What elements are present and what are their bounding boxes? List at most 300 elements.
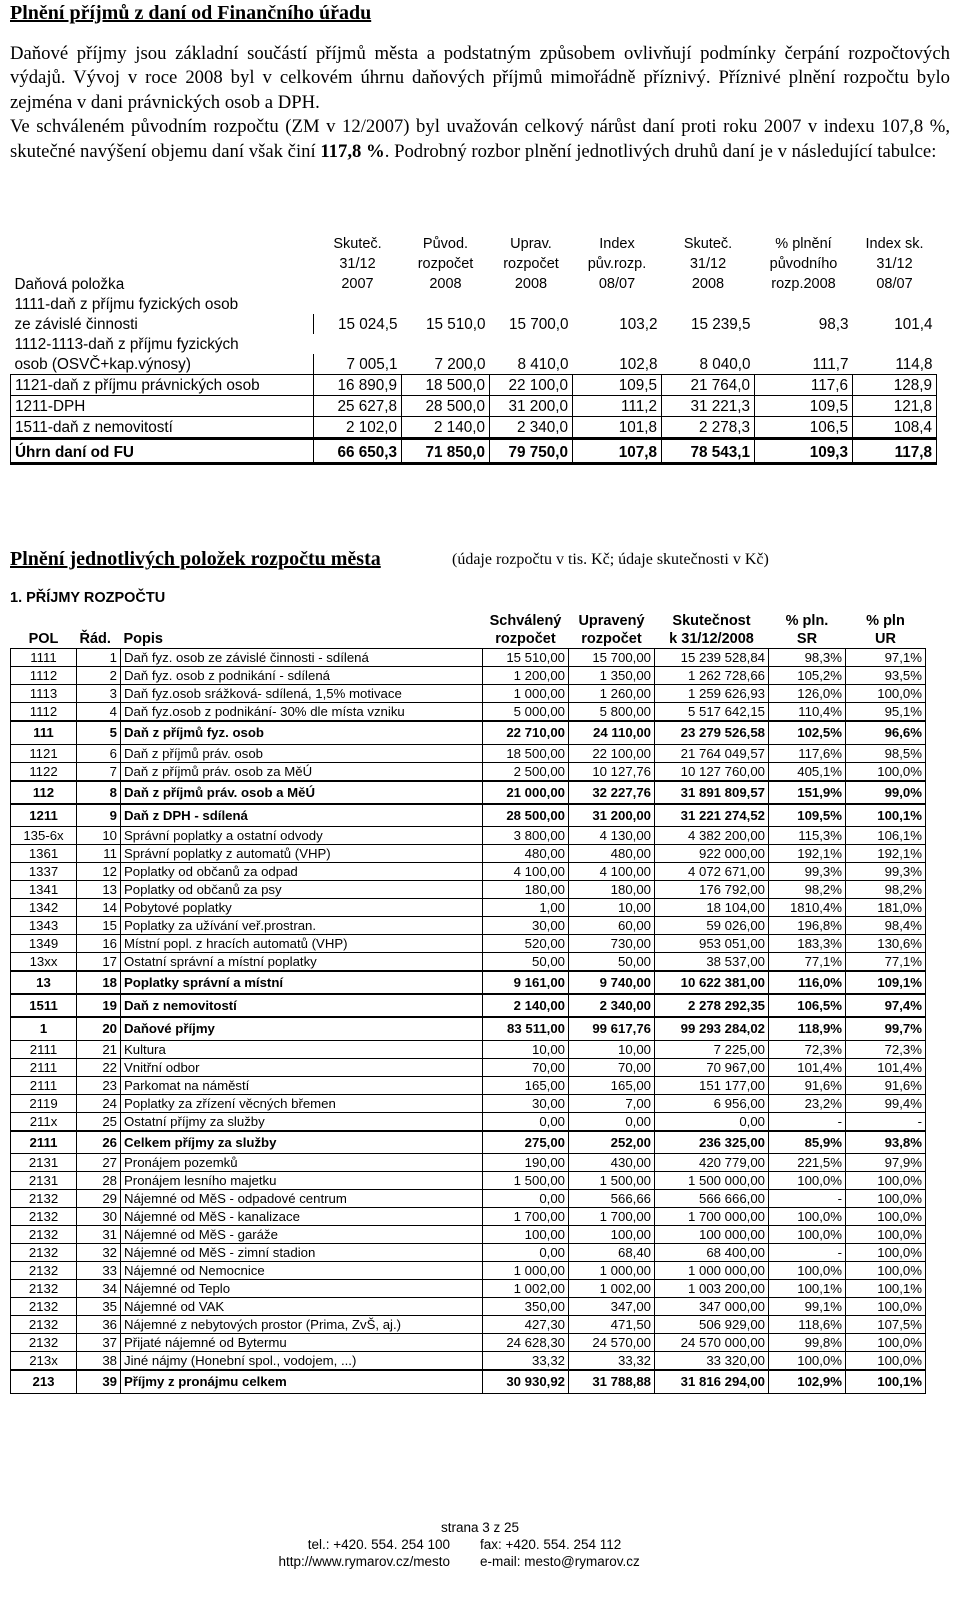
row-rad: 4 [77, 703, 121, 722]
row-rad: 13 [77, 881, 121, 899]
page-title: Plnění příjmů z daní od Finančního úřadu [10, 2, 372, 24]
row-pol: 111 [11, 721, 77, 744]
row-pct-ur: 100,0% [846, 1244, 926, 1262]
row-schvaleny: 18 500,00 [483, 744, 569, 762]
row-upraveny: 99 617,76 [569, 1017, 655, 1040]
row-skutecnost: 420 779,00 [655, 1154, 769, 1172]
budget-row [11, 881, 926, 899]
tax-item-label: 1121-daň z příjmu právnických osob [11, 375, 314, 396]
row-skutecnost: 4 072 671,00 [655, 863, 769, 881]
row-pct-sr: - [769, 1112, 846, 1131]
budget-row [11, 1244, 926, 1262]
row-pct-sr: 100,0% [769, 1172, 846, 1190]
budget-row [11, 744, 926, 762]
footer-email[interactable]: e-mail: mesto@rymarov.cz [480, 1554, 640, 1569]
row-pol: 135-6x [11, 827, 77, 845]
row-skutecnost: 68 400,00 [655, 1244, 769, 1262]
row-schvaleny: 0,00 [483, 1112, 569, 1131]
row-pct-sr: 126,0% [769, 685, 846, 703]
row-pct-sr: 196,8% [769, 917, 846, 935]
budget-row [11, 1316, 926, 1334]
footer-contacts [0, 1536, 960, 1570]
row-pct-ur: 100,0% [846, 1298, 926, 1316]
row-skutecnost: 23 279 526,58 [655, 721, 769, 744]
row-schvaleny: 30 930,92 [483, 1370, 569, 1393]
row-upraveny: 347,00 [569, 1298, 655, 1316]
budget-row [11, 827, 926, 845]
budget-row [11, 804, 926, 827]
row-pct-sr: 100,0% [769, 1226, 846, 1244]
tax-item-label: ze závislé činnosti [11, 314, 314, 334]
row-pol: 2111 [11, 1076, 77, 1094]
col-upraveny [569, 612, 655, 649]
row-pct-ur: 192,1% [846, 845, 926, 863]
row-pct-sr: 102,9% [769, 1370, 846, 1393]
row-skutecnost: 236 325,00 [655, 1131, 769, 1154]
row-upraveny: 252,00 [569, 1131, 655, 1154]
tax-value: 8 410,0 [517, 356, 569, 373]
budget-row [11, 1262, 926, 1280]
row-skutecnost: 31 891 809,57 [655, 781, 769, 804]
row-pol: 213x [11, 1352, 77, 1371]
col-popis: Popis [123, 631, 163, 647]
row-skutecnost: 0,00 [655, 1112, 769, 1131]
tax-value: 109,5 [755, 396, 853, 417]
tax-value: 128,9 [853, 375, 937, 396]
row-popis: Kultura [121, 1040, 483, 1058]
row-rad: 27 [77, 1154, 121, 1172]
row-pol: 1113 [11, 685, 77, 703]
tax-header-line: Uprav. [510, 236, 552, 252]
row-upraveny: 4 130,00 [569, 827, 655, 845]
row-schvaleny: 2 500,00 [483, 762, 569, 781]
row-pct-ur: 100,0% [846, 1172, 926, 1190]
tax-row [11, 314, 937, 334]
tax-header-line: pův.rozp. [587, 256, 647, 272]
row-pct-ur: 99,7% [846, 1017, 926, 1040]
row-schvaleny: 10,00 [483, 1040, 569, 1058]
row-schvaleny: 22 710,00 [483, 721, 569, 744]
row-rad: 15 [77, 917, 121, 935]
budget-row [11, 994, 926, 1017]
row-upraveny: 5 800,00 [569, 703, 655, 722]
row-pol: 1349 [11, 935, 77, 953]
row-upraveny: 430,00 [569, 1154, 655, 1172]
row-rad: 18 [77, 971, 121, 994]
row-pol: 13 [11, 971, 77, 994]
row-skutecnost: 2 278 292,35 [655, 994, 769, 1017]
row-upraveny: 31 200,00 [569, 804, 655, 827]
row-upraveny: 165,00 [569, 1076, 655, 1094]
row-pct-sr: 118,9% [769, 1017, 846, 1040]
tax-header-line: 08/07 [598, 276, 636, 292]
row-rad: 29 [77, 1190, 121, 1208]
row-upraveny: 70,00 [569, 1058, 655, 1076]
intro-text-a: Ve schváleném původním rozpočtu (ZM v 12/2007) byl uvažován celkový nárůst daní proti roku 2007 v indexu 107,8 %, skutečné navýšení objemu daní však činí [10, 116, 950, 162]
row-upraveny: 1 260,00 [569, 685, 655, 703]
tax-header-cell [853, 234, 937, 294]
row-schvaleny: 4 100,00 [483, 863, 569, 881]
row-rad: 5 [77, 721, 121, 744]
row-popis: Nájemné od Nemocnice [121, 1262, 483, 1280]
row-pct-sr: 118,6% [769, 1316, 846, 1334]
row-upraveny: 1 002,00 [569, 1280, 655, 1298]
budget-row [11, 1076, 926, 1094]
row-pol: 1121 [11, 744, 77, 762]
row-popis: Vnitřní odbor [121, 1058, 483, 1076]
row-popis: Poplatky od občanů za psy [121, 881, 483, 899]
row-pct-ur: 106,1% [846, 827, 926, 845]
tax-value: 117,6 [755, 375, 853, 396]
row-upraveny: 33,32 [569, 1352, 655, 1371]
row-upraveny: 10 127,76 [569, 762, 655, 781]
row-skutecnost: 38 537,00 [655, 953, 769, 972]
col-schvaleny-1: Schválený [489, 613, 562, 629]
row-rad: 30 [77, 1208, 121, 1226]
tax-value: 109,5 [573, 375, 662, 396]
row-popis: Daň fyz. osob z podnikání - sdílená [121, 667, 483, 685]
row-pct-sr: 110,4% [769, 703, 846, 722]
row-skutecnost: 566 666,00 [655, 1190, 769, 1208]
row-pol: 2131 [11, 1172, 77, 1190]
intro-paragraph-1: Daňové příjmy jsou základní součástí příjmů města a podstatným způsobem ovlivňují podmínky čerpání rozpočtových výdajů. Vývoj v roce 2008 byl v celkovém úhrnu daňových příjmů mimořádně příznivý. Příznivé plnění rozpočtu bylo zejména v dani právnických osob a DPH. [10, 43, 950, 113]
row-popis: Pronájem lesního majetku [121, 1172, 483, 1190]
row-schvaleny: 165,00 [483, 1076, 569, 1094]
row-skutecnost: 10 622 381,00 [655, 971, 769, 994]
row-pol: 213 [11, 1370, 77, 1393]
row-pct-sr: 183,3% [769, 935, 846, 953]
tax-value: 25 627,8 [314, 396, 402, 417]
row-schvaleny: 28 500,00 [483, 804, 569, 827]
budget-row [11, 917, 926, 935]
budget-table [10, 612, 926, 1394]
row-rad: 2 [77, 667, 121, 685]
row-pol: 1361 [11, 845, 77, 863]
row-upraveny: 68,40 [569, 1244, 655, 1262]
row-rad: 16 [77, 935, 121, 953]
row-rad: 19 [77, 994, 121, 1017]
row-pct-ur: 107,5% [846, 1316, 926, 1334]
row-popis: Pobytové poplatky [121, 899, 483, 917]
tax-row [11, 354, 937, 375]
tax-header-cell [490, 234, 573, 294]
row-rad: 6 [77, 744, 121, 762]
row-skutecnost: 31 816 294,00 [655, 1370, 769, 1393]
row-popis: Nájemné od MěS - kanalizace [121, 1208, 483, 1226]
row-upraveny: 471,50 [569, 1316, 655, 1334]
row-upraveny: 10,00 [569, 1040, 655, 1058]
tax-item-label: osob (OSVČ+kap.výnosy) [11, 354, 314, 375]
row-upraveny: 100,00 [569, 1226, 655, 1244]
col-pct-sr-1: % pln. [785, 613, 829, 629]
budget-header-row [11, 612, 926, 649]
row-popis: Parkomat na náměstí [121, 1076, 483, 1094]
budget-row [11, 1352, 926, 1371]
row-schvaleny: 30,00 [483, 1094, 569, 1112]
row-pol: 2132 [11, 1208, 77, 1226]
row-popis: Daň z nemovitostí [121, 994, 483, 1017]
col-skutecnost [655, 612, 769, 649]
budget-row [11, 1131, 926, 1154]
row-pct-sr: 72,3% [769, 1040, 846, 1058]
row-pct-sr: 405,1% [769, 762, 846, 781]
row-schvaleny: 15 510,00 [483, 649, 569, 667]
tax-header-line: 31/12 [689, 256, 727, 272]
row-rad: 24 [77, 1094, 121, 1112]
row-pol: 2111 [11, 1040, 77, 1058]
page-footer [0, 1519, 960, 1570]
row-pct-ur: 100,1% [846, 804, 926, 827]
row-popis: Ostatní správní a místní poplatky [121, 953, 483, 972]
tax-value: 101,4 [894, 316, 933, 333]
row-schvaleny: 21 000,00 [483, 781, 569, 804]
tax-header-line: 2008 [429, 276, 462, 292]
tax-value: 15 024,5 [337, 316, 398, 333]
row-rad: 36 [77, 1316, 121, 1334]
row-rad: 1 [77, 649, 121, 667]
row-skutecnost: 70 967,00 [655, 1058, 769, 1076]
row-rad: 25 [77, 1112, 121, 1131]
row-pct-sr: 99,8% [769, 1334, 846, 1352]
row-pct-sr: 98,2% [769, 881, 846, 899]
row-pct-ur: 72,3% [846, 1040, 926, 1058]
tax-value: 18 500,0 [402, 375, 490, 396]
row-upraveny: 730,00 [569, 935, 655, 953]
tax-value: 22 100,0 [490, 375, 573, 396]
row-pol: 2132 [11, 1280, 77, 1298]
row-schvaleny: 83 511,00 [483, 1017, 569, 1040]
row-pol: 2132 [11, 1262, 77, 1280]
row-rad: 21 [77, 1040, 121, 1058]
tax-item-label: 1112-1113-daň z příjmu fyzických [14, 336, 239, 353]
budget-row [11, 1280, 926, 1298]
tax-total-value: 79 750,0 [490, 439, 573, 464]
row-skutecnost: 18 104,00 [655, 899, 769, 917]
row-rad: 35 [77, 1298, 121, 1316]
col-pct-ur [846, 612, 926, 649]
col-pct-ur-1: % pln [866, 613, 905, 629]
tax-row-label [11, 334, 937, 354]
row-pct-sr: 109,5% [769, 804, 846, 827]
budget-row [11, 1190, 926, 1208]
row-schvaleny: 33,32 [483, 1352, 569, 1371]
tax-total-value: 117,8 [853, 439, 937, 464]
budget-row [11, 1208, 926, 1226]
row-pct-sr: 100,1% [769, 1280, 846, 1298]
tax-header-line: Index [599, 236, 635, 252]
row-pct-ur: 77,1% [846, 953, 926, 972]
row-rad: 26 [77, 1131, 121, 1154]
row-pol: 211x [11, 1112, 77, 1131]
row-pct-ur: 98,2% [846, 881, 926, 899]
row-pol: 2132 [11, 1334, 77, 1352]
row-pol: 1511 [11, 994, 77, 1017]
footer-tel: tel.: +420. 554. 254 100 [307, 1537, 450, 1552]
budget-row [11, 1172, 926, 1190]
budget-row [11, 649, 926, 667]
row-upraveny: 4 100,00 [569, 863, 655, 881]
row-popis: Daň z příjmů práv. osob [121, 744, 483, 762]
tax-value: 7 200,0 [434, 356, 486, 373]
tax-header-row [11, 234, 937, 294]
intro-paragraph-2 [10, 115, 950, 164]
row-upraveny: 22 100,00 [569, 744, 655, 762]
row-rad: 9 [77, 804, 121, 827]
row-pct-ur: 100,0% [846, 1190, 926, 1208]
row-schvaleny: 1,00 [483, 899, 569, 917]
row-skutecnost: 922 000,00 [655, 845, 769, 863]
row-pct-sr: 91,6% [769, 1076, 846, 1094]
row-upraveny: 7,00 [569, 1094, 655, 1112]
row-pol: 2111 [11, 1058, 77, 1076]
footer-web[interactable]: http://www.rymarov.cz/mesto [278, 1554, 450, 1569]
tax-value: 103,2 [619, 316, 658, 333]
tax-value: 102,8 [619, 356, 658, 373]
tax-value: 15 239,5 [690, 316, 751, 333]
intro-highlight: 117,8 % [320, 140, 385, 162]
footer-fax: fax: +420. 554. 254 112 [480, 1537, 622, 1552]
row-pol: 1337 [11, 863, 77, 881]
row-popis: Daň fyz.osob srážková- sdílená, 1,5% motivace [121, 685, 483, 703]
tax-value: 2 102,0 [314, 417, 402, 439]
row-skutecnost: 33 320,00 [655, 1352, 769, 1371]
row-schvaleny: 5 000,00 [483, 703, 569, 722]
row-popis: Nájemné z nebytových prostor (Prima, ZvŠ, aj.) [121, 1316, 483, 1334]
tax-header-line: 31/12 [339, 256, 376, 272]
tax-header-cell [314, 234, 402, 294]
row-pct-ur: 97,1% [846, 649, 926, 667]
tax-total-value: 71 850,0 [402, 439, 490, 464]
row-skutecnost: 5 517 642,15 [655, 703, 769, 722]
col-pct-ur-2: UR [875, 631, 896, 647]
row-pct-ur: 100,1% [846, 1280, 926, 1298]
row-schvaleny: 1 002,00 [483, 1280, 569, 1298]
row-pct-sr: 106,5% [769, 994, 846, 1017]
row-pol: 2132 [11, 1316, 77, 1334]
tax-value: 2 340,0 [490, 417, 573, 439]
row-pct-sr: 221,5% [769, 1154, 846, 1172]
tax-header-line: 2008 [691, 276, 725, 292]
row-schvaleny: 24 628,30 [483, 1334, 569, 1352]
tax-value: 2 278,3 [662, 417, 755, 439]
row-pol: 2111 [11, 1131, 77, 1154]
budget-row [11, 863, 926, 881]
row-pct-sr: 99,3% [769, 863, 846, 881]
row-schvaleny: 2 140,00 [483, 994, 569, 1017]
col-upraveny-1: Upravený [578, 613, 645, 629]
intro-text [10, 42, 950, 164]
row-pol: 1112 [11, 667, 77, 685]
row-schvaleny: 1 500,00 [483, 1172, 569, 1190]
row-rad: 3 [77, 685, 121, 703]
row-pol: 1122 [11, 762, 77, 781]
row-pct-ur: 100,0% [846, 685, 926, 703]
row-rad: 14 [77, 899, 121, 917]
budget-row [11, 1094, 926, 1112]
row-popis: Správní poplatky a ostatní odvody [121, 827, 483, 845]
row-rad: 32 [77, 1244, 121, 1262]
tax-row [11, 396, 937, 417]
row-upraveny: 1 700,00 [569, 1208, 655, 1226]
col-schvaleny [483, 612, 569, 649]
row-pol: 1112 [11, 703, 77, 722]
row-upraveny: 15 700,00 [569, 649, 655, 667]
row-pol: 1111 [11, 649, 77, 667]
row-rad: 12 [77, 863, 121, 881]
tax-value: 15 700,0 [508, 316, 569, 333]
row-pct-ur: 100,0% [846, 1352, 926, 1371]
budget-row [11, 953, 926, 972]
row-pct-ur: 100,1% [846, 1370, 926, 1393]
row-upraveny: 0,00 [569, 1112, 655, 1131]
budget-row [11, 762, 926, 781]
row-popis: Nájemné od MěS - garáže [121, 1226, 483, 1244]
row-popis: Daň z příjmů práv. osob a MěÚ [121, 781, 483, 804]
tax-value: 106,5 [755, 417, 853, 439]
row-skutecnost: 1 259 626,93 [655, 685, 769, 703]
row-skutecnost: 1 003 200,00 [655, 1280, 769, 1298]
row-schvaleny: 180,00 [483, 881, 569, 899]
row-pct-sr: 102,5% [769, 721, 846, 744]
row-upraveny: 566,66 [569, 1190, 655, 1208]
row-pct-ur: 100,0% [846, 1262, 926, 1280]
row-pol: 13xx [11, 953, 77, 972]
row-rad: 17 [77, 953, 121, 972]
row-skutecnost: 7 225,00 [655, 1040, 769, 1058]
budget-row [11, 1058, 926, 1076]
row-skutecnost: 10 127 760,00 [655, 762, 769, 781]
row-pct-ur: 109,1% [846, 971, 926, 994]
tax-value: 28 500,0 [402, 396, 490, 417]
row-pol: 1341 [11, 881, 77, 899]
section-title: Plnění jednotlivých položek rozpočtu města [10, 548, 381, 570]
row-pct-sr: 85,9% [769, 1131, 846, 1154]
row-schvaleny: 30,00 [483, 917, 569, 935]
tax-table [10, 234, 937, 465]
row-rad: 7 [77, 762, 121, 781]
row-popis: Daň z příjmů fyz. osob [121, 721, 483, 744]
tax-value: 31 200,0 [490, 396, 573, 417]
row-pct-sr: 117,6% [769, 744, 846, 762]
row-popis: Nájemné od MěS - zimní stadion [121, 1244, 483, 1262]
row-popis: Daň fyz. osob ze závislé činnosti - sdílená [121, 649, 483, 667]
row-pct-sr: 100,0% [769, 1262, 846, 1280]
tax-header-line: Skuteč. [333, 236, 382, 252]
row-pct-sr: 105,2% [769, 667, 846, 685]
row-rad: 11 [77, 845, 121, 863]
budget-row [11, 1334, 926, 1352]
tax-header-line: Daňová položka [14, 276, 125, 293]
row-pct-ur: 98,4% [846, 917, 926, 935]
row-pct-sr: 1810,4% [769, 899, 846, 917]
col-pol: POL [28, 631, 59, 647]
tax-header-line: 2007 [341, 276, 374, 292]
row-popis: Poplatky za zřízení věcných břemen [121, 1094, 483, 1112]
tax-total-row [11, 439, 937, 464]
row-pct-sr: 192,1% [769, 845, 846, 863]
row-upraveny: 10,00 [569, 899, 655, 917]
row-schvaleny: 190,00 [483, 1154, 569, 1172]
tax-item-label: 1511-daň z nemovitostí [11, 417, 314, 439]
row-upraveny: 31 788,88 [569, 1370, 655, 1393]
row-pol: 112 [11, 781, 77, 804]
row-pct-sr: 116,0% [769, 971, 846, 994]
row-pct-ur: 96,6% [846, 721, 926, 744]
tax-value: 114,8 [895, 356, 933, 373]
tax-header-cell [662, 234, 755, 294]
col-upraveny-2: rozpočet [581, 631, 642, 647]
row-skutecnost: 24 570 000,00 [655, 1334, 769, 1352]
